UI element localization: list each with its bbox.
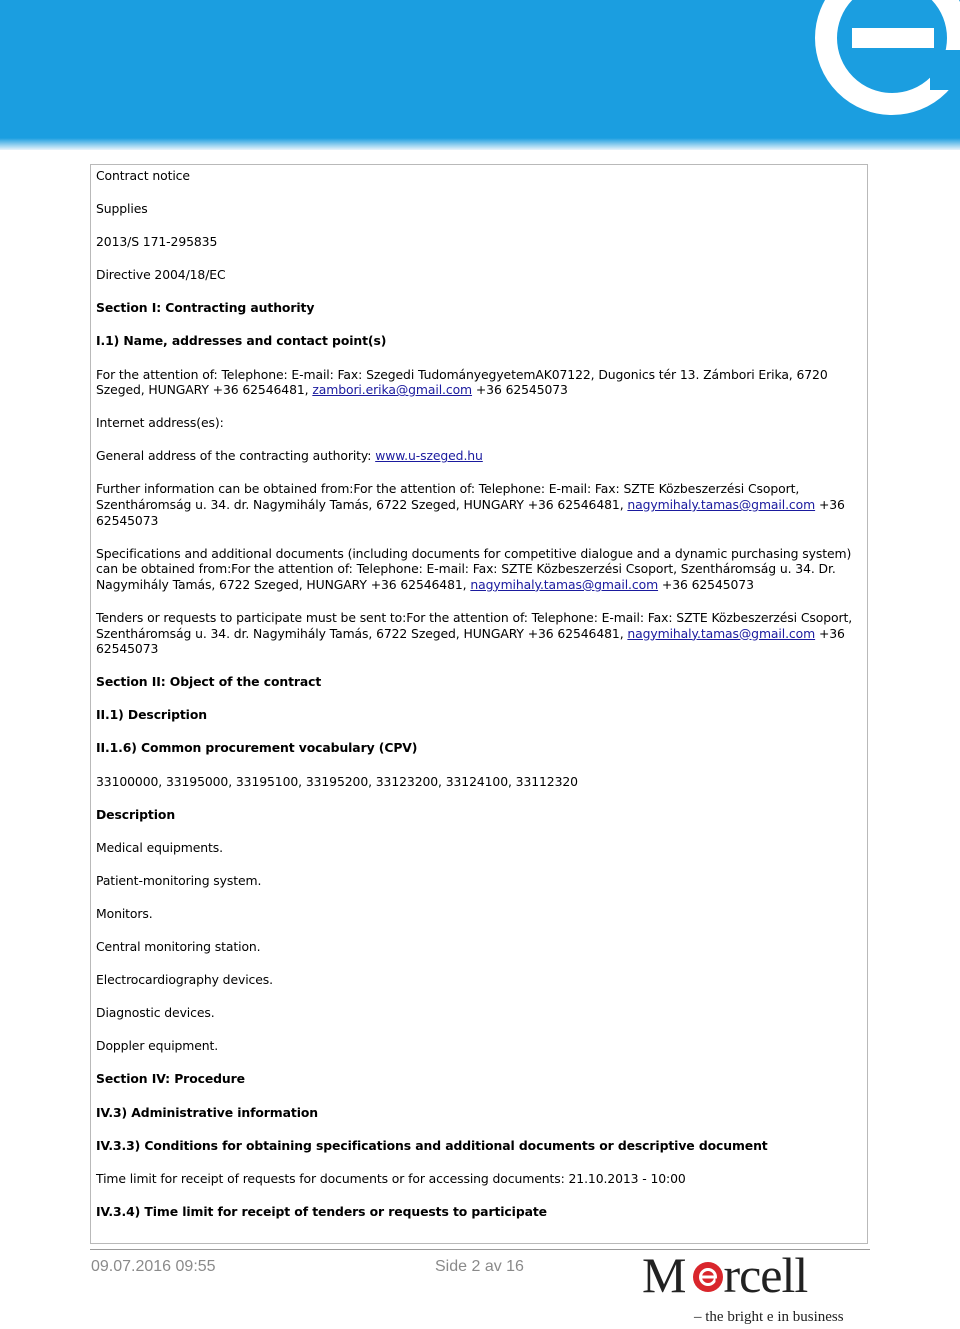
contact-address: For the attention of: Telephone: E-mail: Fax: Szegedi TudományegyetemAK07122, Dugonics tér 13. Zámbori Erika, 6720 Szeged, HUNGARY +36 62546481, zambori.erika@gmail.com +36 62545073: [96, 366, 828, 398]
subsection-heading: IV.3.3) Conditions for obtaining specifications and additional documents or descriptive document: [96, 1137, 768, 1153]
description-item: Diagnostic devices.: [96, 1005, 215, 1021]
tenders-info: Tenders or requests to participate must be sent to:For the attention of: Telephone: E-mail: Fax: SZTE Közbeszerzési Csoport, Szentháromság u. 34. dr. Nagymihály Tamás, 6722 Szeged, HUNGARY +36 62546481, nagymihaly.tamas@gmail.com +36 62545073: [96, 610, 853, 657]
email-link[interactable]: zambori.erika@gmail.com: [312, 382, 473, 398]
subsection-heading: II.1) Description: [96, 707, 207, 723]
section-heading: Section I: Contracting authority: [96, 300, 315, 316]
brand-tagline: – the bright e in business: [694, 1309, 844, 1325]
email-link[interactable]: nagymihaly.tamas@gmail.com: [627, 497, 816, 513]
specifications-info: Specifications and additional documents (including documents for competitive dialogue and a dynamic purchasing system) can be obtained from:For the attention of: Telephone: E-mail: Fax: SZTE Közbeszerzési Csoport, Szentháromság u. 34. Dr. Nagymihály Tamás, 6722 Szeged, HUNGARY +36 62546481, nagymihaly.tamas@gmail.com +36 62545073: [96, 545, 852, 592]
blue-e-logo-icon: [812, 0, 960, 118]
cpv-codes: 33100000, 33195000, 33195100, 33195200, 33123200, 33124100, 33112320: [96, 773, 578, 789]
description-heading: Description: [96, 806, 176, 822]
email-link[interactable]: nagymihaly.tamas@gmail.com: [470, 576, 659, 592]
brand-logo: [642, 1247, 867, 1325]
description-item: Doppler equipment.: [96, 1038, 219, 1054]
description-item: Medical equipments.: [96, 839, 223, 855]
internet-label: Internet address(es):: [96, 415, 224, 431]
brand-wordmark: M rcell: [642, 1247, 808, 1303]
website-link[interactable]: www.u-szeged.hu: [375, 448, 483, 464]
footer-page-number: Side 2 av 16: [435, 1258, 524, 1275]
notice-title: Contract notice: [96, 168, 190, 183]
description-item: Patient-monitoring system.: [96, 872, 262, 888]
section-heading: Section II: Object of the contract: [96, 674, 322, 690]
notice-directive: Directive 2004/18/EC: [96, 267, 226, 283]
notice-content: [96, 168, 862, 1237]
red-e-icon: [692, 1261, 724, 1293]
description-item: Electrocardiography devices.: [96, 972, 273, 988]
time-limit-documents: Time limit for receipt of requests for documents or for accessing documents: 21.10.2013 - 10:00: [96, 1170, 686, 1186]
subsection-heading: IV.3.4) Time limit for receipt of tenders or requests to participate: [96, 1203, 547, 1219]
subsection-heading: II.1.6) Common procurement vocabulary (CPV): [96, 740, 418, 756]
subsection-heading: IV.3) Administrative information: [96, 1104, 318, 1120]
description-item: Monitors.: [96, 905, 153, 921]
further-info: Further information can be obtained from:For the attention of: Telephone: E-mail: Fax: SZTE Közbeszerzési Csoport, Szentháromság u. 34. dr. Nagymihály Tamás, 6722 Szeged, HUNGARY +36 62546481, nagymihaly.tamas@gmail.com +36 62545073: [96, 481, 845, 528]
footer-datetime: 09.07.2016 09:55: [91, 1258, 216, 1275]
general-address: General address of the contracting authority: www.u-szeged.hu: [96, 448, 483, 464]
subsection-heading: I.1) Name, addresses and contact point(s): [96, 333, 387, 349]
notice-type: Supplies: [96, 201, 148, 217]
notice-number: 2013/S 171-295835: [96, 234, 218, 250]
email-link[interactable]: nagymihaly.tamas@gmail.com: [627, 625, 816, 641]
section-heading: Section IV: Procedure: [96, 1071, 245, 1087]
description-item: Central monitoring station.: [96, 939, 261, 955]
